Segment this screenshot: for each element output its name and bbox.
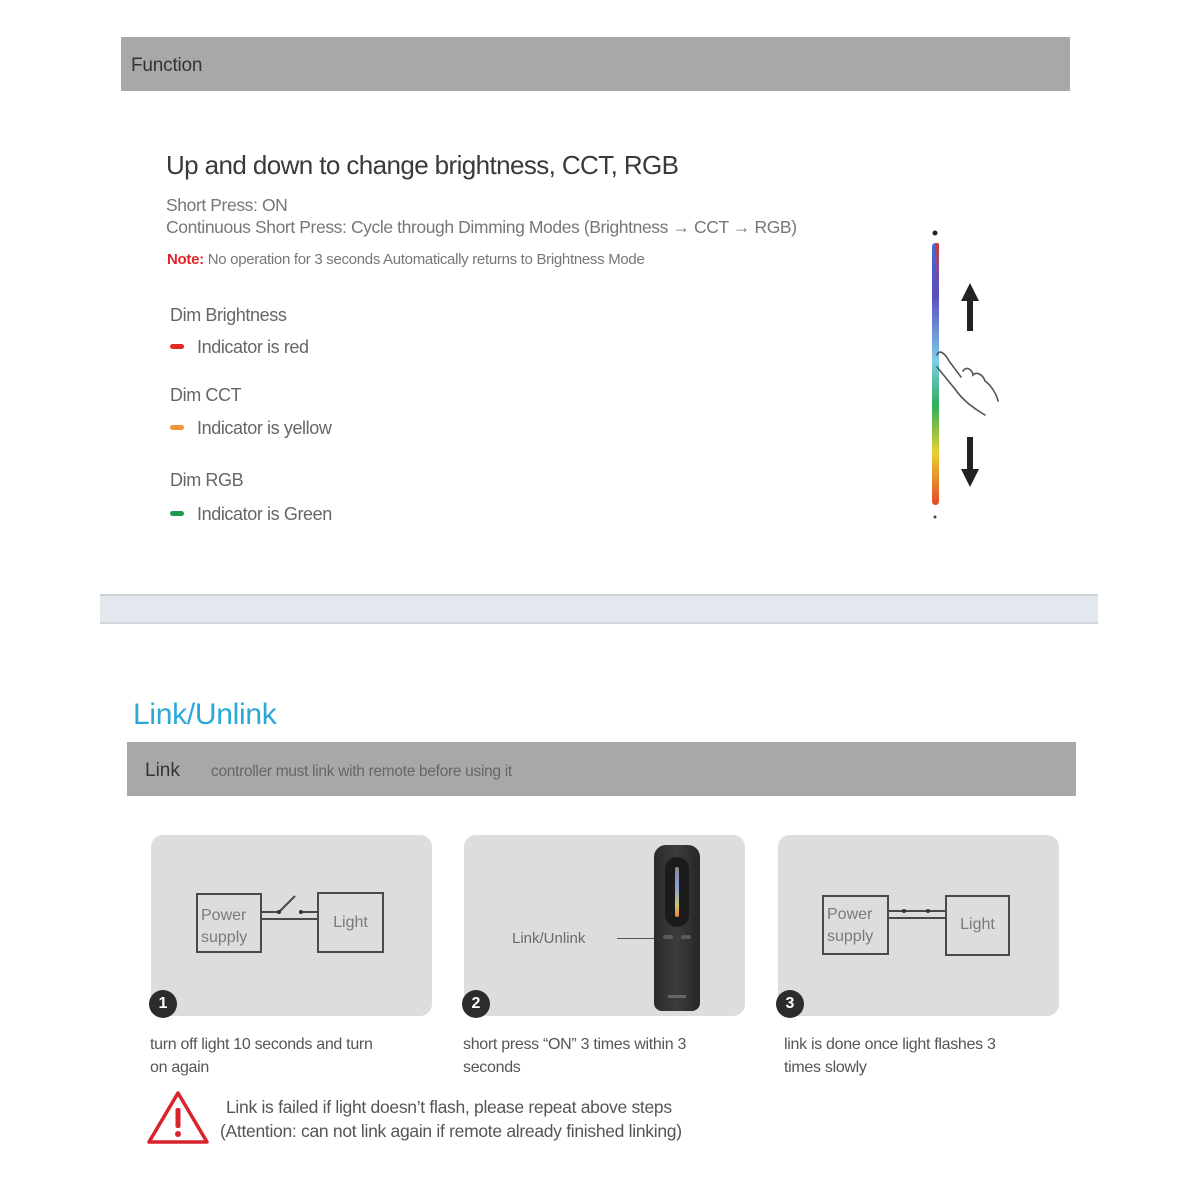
mode-indicator-rgb	[170, 504, 332, 525]
power-supply-box: Power supply	[196, 893, 262, 953]
function-header-bar	[121, 37, 1070, 91]
warning-line-1: Link is failed if light doesn’t flash, please repeat above steps	[226, 1097, 672, 1117]
mode-title-rgb: Dim RGB	[170, 470, 244, 490]
mode-indicator-cct	[170, 418, 331, 439]
hand-finger-icon	[937, 352, 998, 415]
function-header-label: Function	[131, 55, 203, 76]
function-title: Up and down to change brightness, CCT, RGB	[166, 150, 679, 180]
slider-bottom-dot	[934, 516, 937, 519]
mode-title-brightness: Dim Brightness	[170, 305, 287, 325]
remote-rainbow-strip	[675, 867, 679, 917]
power-supply-box: Power supply	[822, 895, 889, 955]
step-caption-2: short press “ON” 3 times within 3 seconds	[463, 1036, 687, 1076]
link-header-label: Link	[145, 760, 180, 781]
continuous-press-text: Continuous Short Press: Cycle through Dimming Modes (Brightness → CCT → RGB)	[166, 217, 797, 237]
step-number-badge: 3	[776, 990, 804, 1018]
step-card-2	[464, 835, 745, 1016]
link-unlink-title: Link/Unlink	[133, 698, 277, 731]
remote-brand-mark	[668, 995, 686, 998]
link-header-bar	[127, 742, 1076, 796]
remote-on-button	[681, 935, 691, 939]
light-box: Light	[317, 892, 384, 953]
light-box: Light	[945, 895, 1010, 956]
remote-link-button	[663, 935, 673, 939]
touch-slider-illustration	[915, 225, 1025, 525]
arrow-up-icon	[961, 283, 979, 331]
section-divider	[100, 594, 1098, 624]
step-caption-1: turn off light 10 seconds and turn on again	[150, 1036, 373, 1076]
step-card-3	[778, 835, 1059, 1016]
step-caption-3: link is done once light flashes 3 times slowly	[784, 1036, 996, 1076]
step-number-badge: 1	[149, 990, 177, 1018]
step-card-1	[151, 835, 432, 1016]
remote-slider-window	[665, 857, 689, 927]
note-label: Note:	[167, 251, 204, 268]
warning-line-2: (Attention: can not link again if remote already finished linking)	[220, 1121, 682, 1141]
red-indicator-icon	[170, 344, 184, 349]
note-text: No operation for 3 seconds Automatically returns to Brightness Mode	[207, 251, 645, 268]
yellow-indicator-icon	[170, 425, 184, 430]
link-header-desc: controller must link with remote before using it	[211, 763, 512, 780]
short-press-text: Short Press: ON	[166, 195, 288, 215]
link-unlink-button-label: Link/Unlink	[512, 930, 586, 947]
closed-switch-icon	[888, 905, 946, 925]
mode-indicator-brightness	[170, 337, 309, 358]
indicator-text: Indicator is yellow	[197, 418, 332, 438]
step-number-badge: 2	[462, 990, 490, 1018]
green-indicator-icon	[170, 511, 184, 516]
open-switch-icon	[261, 890, 319, 925]
mode-title-cct: Dim CCT	[170, 385, 242, 405]
remote-control-image	[654, 845, 700, 1011]
indicator-text: Indicator is red	[197, 337, 309, 357]
arrow-down-icon	[961, 437, 979, 487]
warning-triangle-icon	[146, 1090, 210, 1146]
slider-top-dot	[933, 231, 938, 236]
indicator-text: Indicator is Green	[197, 504, 332, 524]
note-line	[167, 251, 645, 268]
